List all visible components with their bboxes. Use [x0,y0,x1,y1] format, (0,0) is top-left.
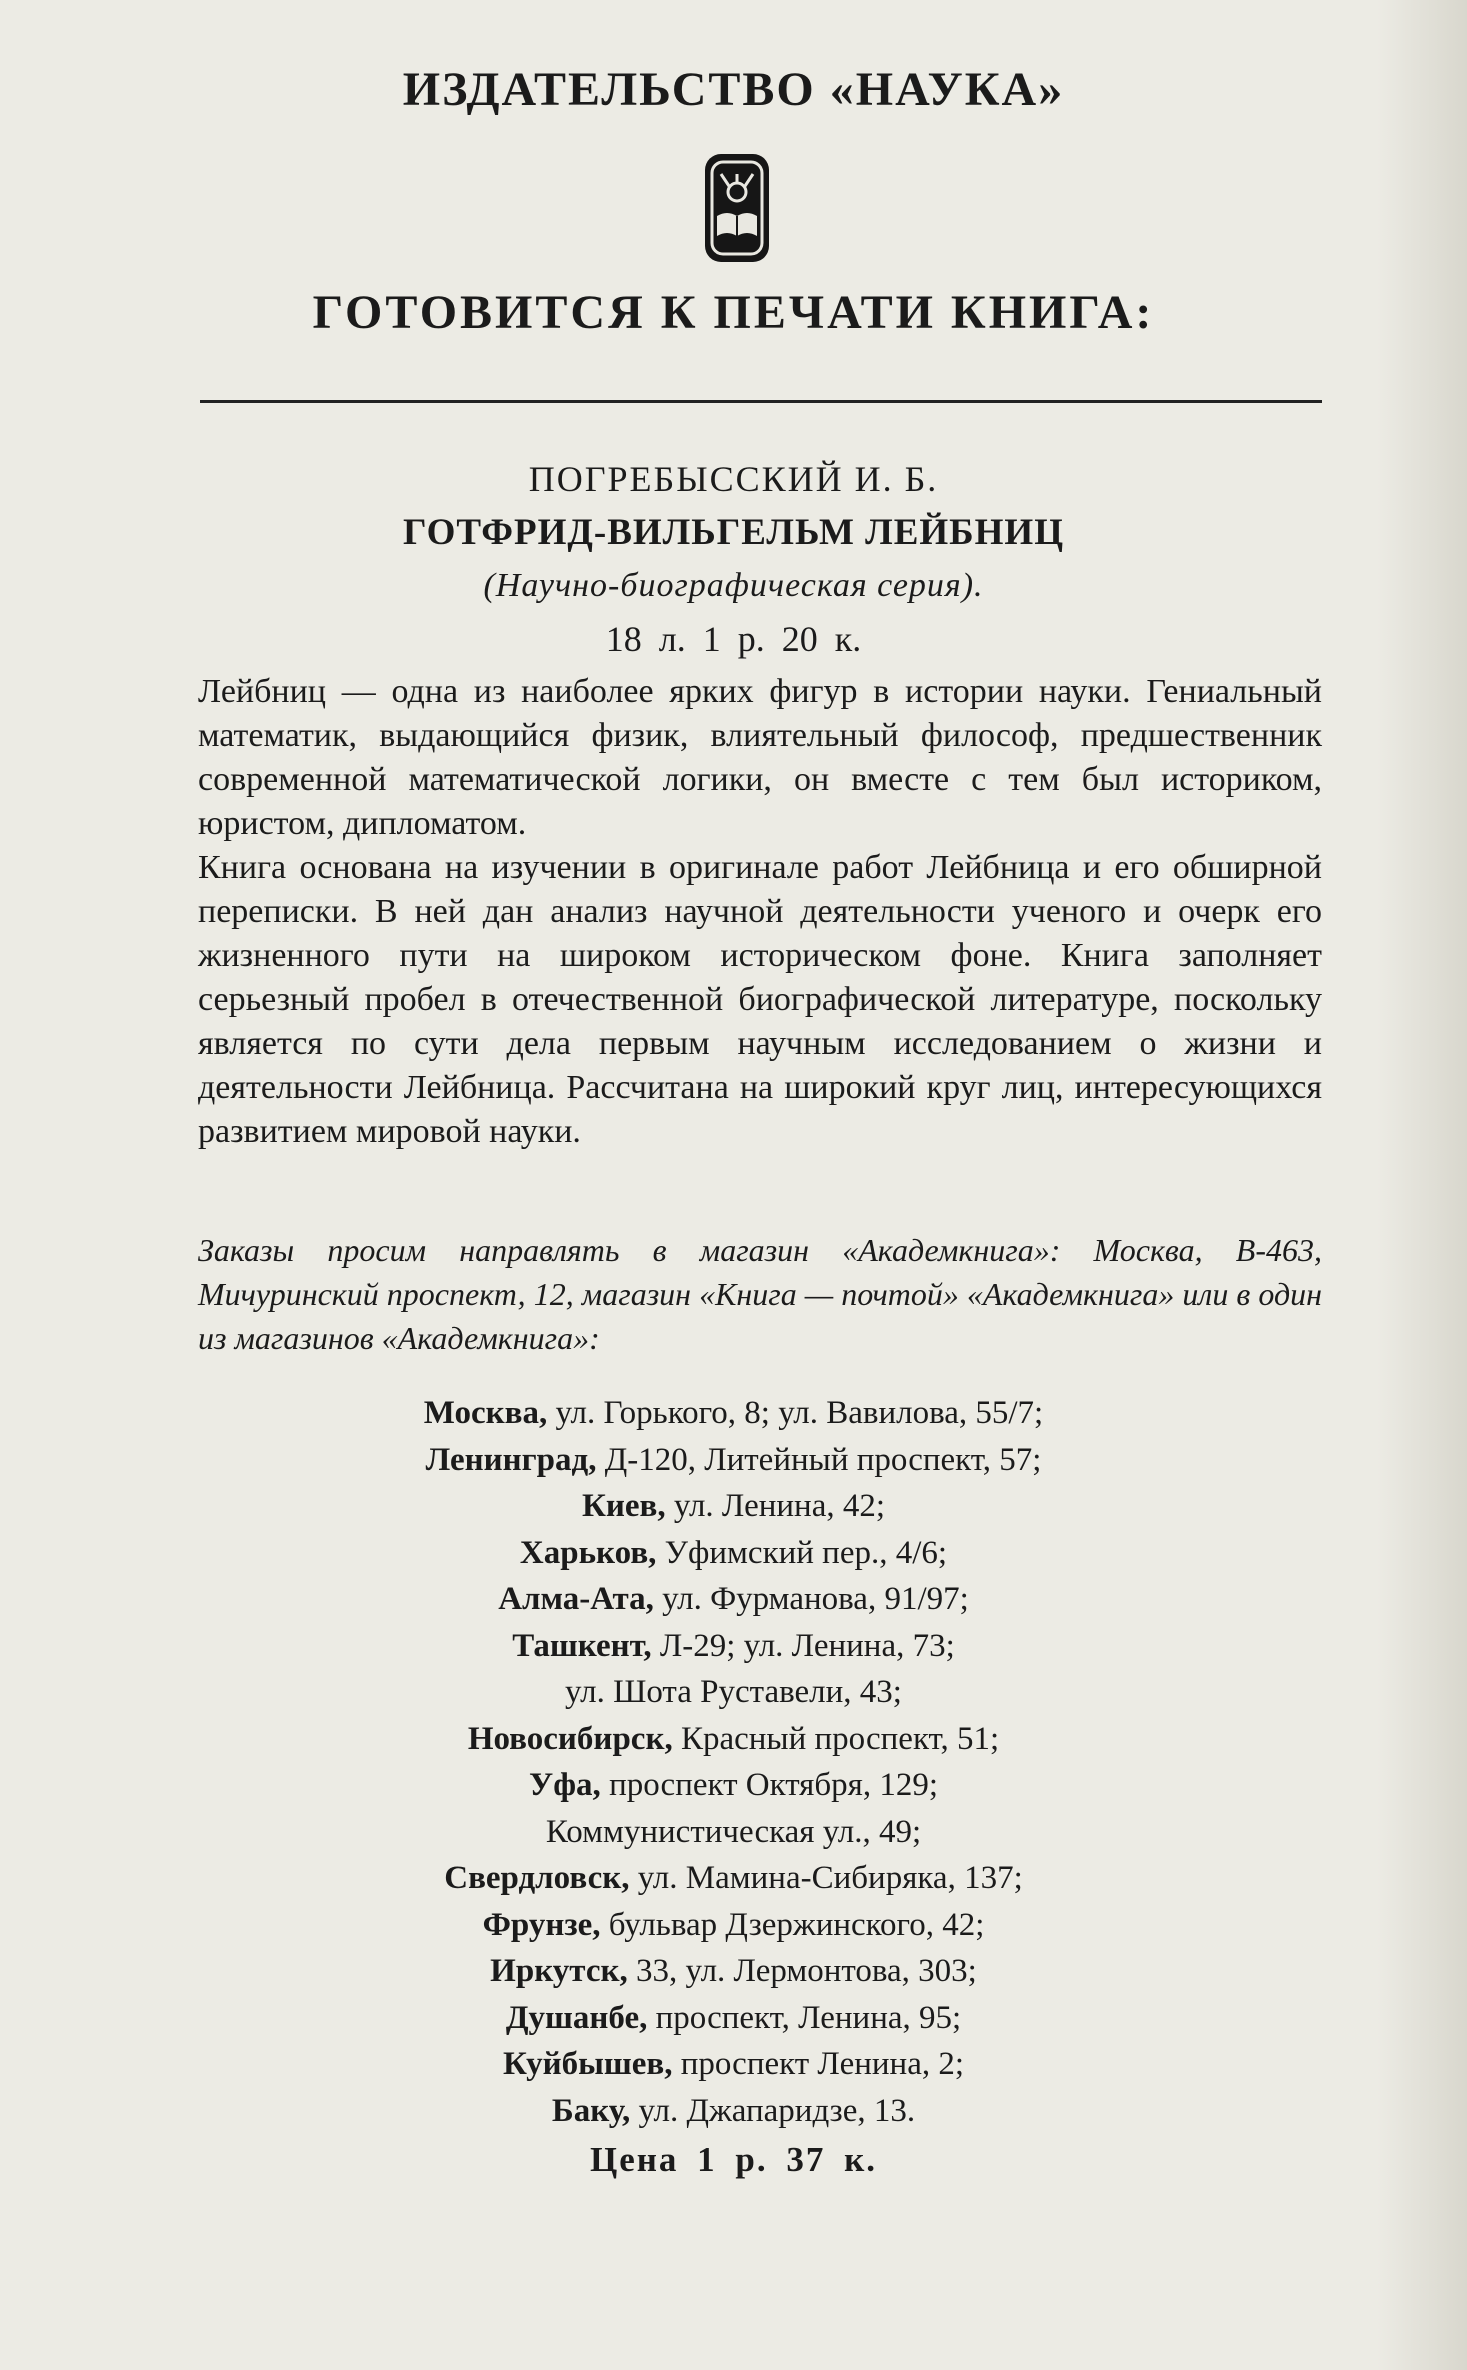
shop-city: Фрунзе, [482,1906,601,1943]
shop-address [0,1855,1467,1902]
shop-city: Душанбе, [505,1999,648,2036]
shop-address [0,2088,1467,2135]
shop-city: Иркутск, [490,1953,628,1989]
shop-address [0,1576,1467,1623]
shop-street: ул. Горького, 8; ул. Вавилова, 55/7; [555,1395,1044,1431]
shop-address [0,1809,1467,1856]
shop-street: проспект, Ленина, 95; [655,1999,962,2036]
shop-address-list [0,1390,1467,2134]
shop-address [0,1530,1467,1577]
shop-city: Ленинград, [425,1441,597,1478]
shop-city: Киев, [581,1488,666,1524]
description-paragraph: Книга основана на изучении в оригинале работ Лейбница и его обширной переписки. В ней дан анализ научной деятельности ученого и очерк его жизненного пути на широком историческом фоне. Книга заполняет серьезный пробел в отечественной биографической литературе, поскольку является по сути дела первым научным исследованием о жизни и деятельности Лейбница. Рассчитана на широкий круг лиц, интересующихся развитием мировой науки. [198,849,1322,1150]
shop-street: ул. Фурманова, 91/97; [662,1581,969,1617]
shop-city: Харьков, [519,1534,657,1571]
shop-city: Ташкент, [512,1627,652,1664]
shop-address [0,2041,1467,2088]
book-info [0,452,1467,666]
publisher-name: ИЗДАТЕЛЬСТВО «НАУКА» [402,63,1065,116]
shop-address [0,1902,1467,1949]
shop-street: Л-29; ул. Ленина, 73; [659,1627,955,1664]
divider-line [200,400,1322,403]
shop-address [0,1995,1467,2042]
shop-street: ул. Шота Руставели, 43; [565,1674,902,1710]
shop-address [0,1669,1467,1716]
shop-street: 33, ул. Лермонтова, 303; [636,1953,977,1989]
book-author: ПОГРЕБЫССКИЙ И. Б. [528,459,939,499]
shop-address [0,1716,1467,1763]
shop-street: Красный проспект, 51; [680,1720,1000,1757]
shop-city: Куйбышев, [502,2046,673,2082]
shop-city: Уфа, [529,1767,601,1803]
shop-address [0,1948,1467,1995]
book-emblem-icon [703,152,771,264]
shop-street: проспект Октября, 129; [609,1767,938,1803]
shop-address [0,1390,1467,1437]
shop-street: ул. Мамина-Сибиряка, 137; [637,1860,1023,1896]
shop-street: Коммунистическая ул., 49; [545,1813,922,1850]
book-series: (Научно-биографическая серия). [483,567,984,604]
book-description [198,670,1322,1154]
shop-street: Уфимский пер., 4/6; [664,1534,948,1571]
book-title: ГОТФРИД-ВИЛЬГЕЛЬМ ЛЕЙБНИЦ [403,512,1064,553]
shop-address [0,1762,1467,1809]
shop-street: ул. Ленина, 42; [673,1488,886,1524]
shop-street: ул. Джапаридзе, 13. [638,2092,916,2129]
shop-address [0,1437,1467,1484]
shop-address [0,1623,1467,1670]
shop-street: Д-120, Литейный проспект, 57; [604,1441,1042,1478]
announcement-heading: ГОТОВИТСЯ К ПЕЧАТИ КНИГА: [312,286,1155,339]
shop-address [0,1483,1467,1530]
order-instructions: Заказы просим направлять в магазин «Академкнига»: Москва, В-463, Мичуринский проспект, 12, магазин «Книга — почтой» «Академкнига» или в один из магазинов «Академкнига»: [198,1232,1322,1356]
description-paragraph: Лейбниц — одна из наиболее ярких фигур в истории науки. Гениальный математик, выдающийся физик, влиятельный философ, предшественник современной математической логики, он вместе с тем был историком, юристом, дипломатом. [198,673,1322,842]
shop-street: бульвар Дзержинского, 42; [608,1906,985,1943]
cover-price: Цена 1 р. 37 к. [589,2140,878,2179]
shop-city: Москва, [423,1395,548,1431]
book-volume-price: 18 л. 1 р. 20 к. [605,619,862,659]
shop-city: Свердловск, [444,1860,630,1896]
shop-street: проспект Ленина, 2; [680,2046,965,2082]
shop-city: Алма-Ата, [498,1581,654,1617]
shop-city: Баку, [551,2092,631,2129]
shop-city: Новосибирск, [467,1720,673,1757]
